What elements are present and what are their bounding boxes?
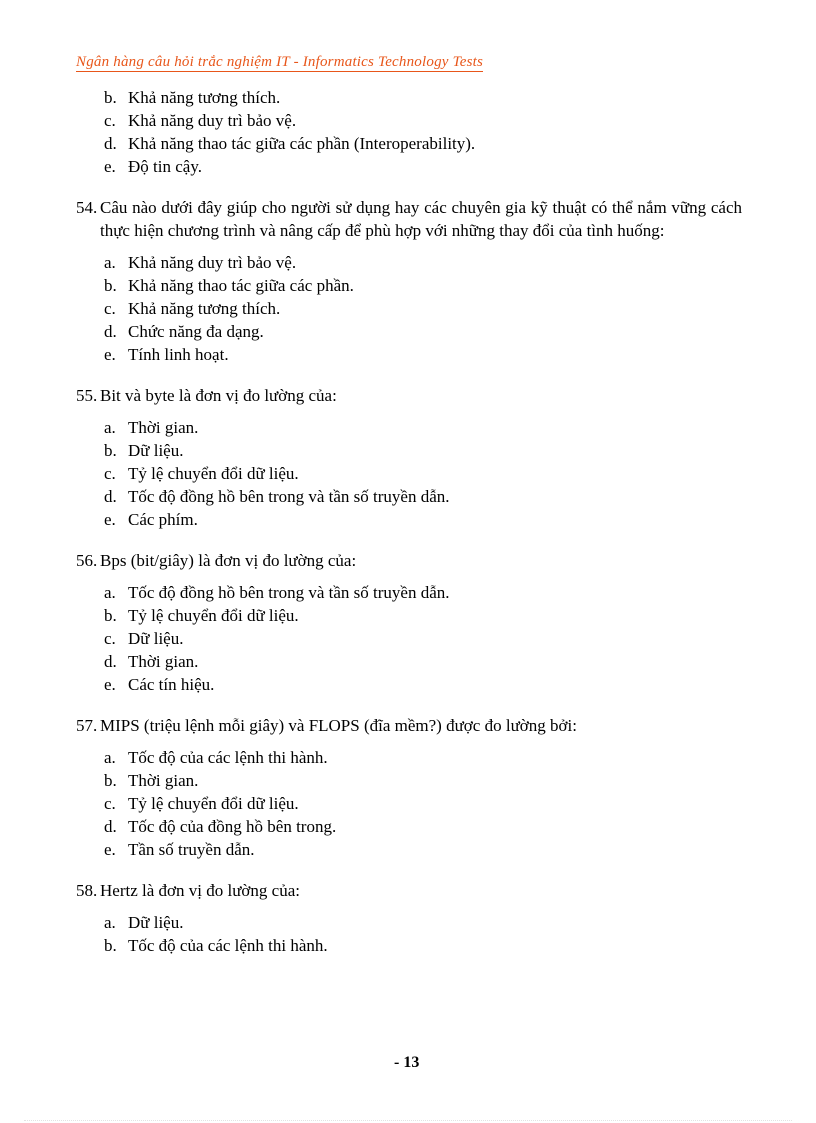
option-item [76, 508, 742, 531]
option-item [76, 911, 742, 934]
continued-options [76, 86, 742, 178]
option-item [76, 251, 742, 274]
option-letter: b. [104, 88, 117, 107]
option-text: Tốc độ của các lệnh thi hành. [128, 936, 328, 955]
footer-divider [24, 1120, 792, 1121]
option-item [76, 462, 742, 485]
question-text: Bps (bit/giây) là đơn vị đo lường của: [100, 551, 357, 570]
option-item [76, 604, 742, 627]
option-item [76, 439, 742, 462]
option-item [76, 155, 742, 178]
option-letter: b. [104, 936, 117, 955]
option-letter: e. [104, 675, 116, 694]
option-letter: a. [104, 748, 116, 767]
option-text: Thời gian. [128, 771, 199, 790]
question-number: 54. [76, 198, 98, 217]
option-item [76, 320, 742, 343]
question-text: Câu nào dưới đây giúp cho người sử dụng hay các chuyên gia kỹ thuật có thể nắm vững cách thực hiện chương trình và nâng cấp để phù hợp với những thay đổi của tình huống: [100, 198, 742, 240]
option-text: Các phím. [128, 510, 198, 529]
option-item [76, 815, 742, 838]
option-item [76, 627, 742, 650]
question-text: MIPS (triệu lệnh mỗi giây) và FLOPS (đĩa mềm?) được đo lường bởi: [100, 716, 577, 735]
question-57 [76, 714, 742, 737]
option-text: Dữ liệu. [128, 441, 184, 460]
page-header [76, 54, 736, 72]
option-item [76, 274, 742, 297]
page-number: - 13 [394, 1054, 420, 1071]
question-56 [76, 549, 742, 572]
question-number: 56. [76, 551, 98, 570]
option-item [76, 132, 742, 155]
option-letter: e. [104, 345, 116, 364]
option-letter: d. [104, 134, 117, 153]
question-54 [76, 196, 742, 242]
option-item [76, 792, 742, 815]
option-text: Khả năng thao tác giữa các phần. [128, 276, 354, 295]
option-item [76, 746, 742, 769]
question-number: 55. [76, 386, 98, 405]
option-item [76, 581, 742, 604]
option-letter: b. [104, 771, 117, 790]
option-letter: b. [104, 441, 117, 460]
option-text: Tốc độ của đồng hồ bên trong. [128, 817, 337, 836]
question-58 [76, 879, 742, 902]
page-content [76, 86, 742, 957]
option-letter: e. [104, 157, 116, 176]
option-text: Khả năng tương thích. [128, 88, 281, 107]
option-item [76, 838, 742, 861]
option-text: Tỷ lệ chuyển đổi dữ liệu. [128, 794, 299, 813]
option-letter: a. [104, 253, 116, 272]
option-letter: c. [104, 464, 116, 483]
option-text: Tần số truyền dẫn. [128, 840, 255, 859]
option-item [76, 343, 742, 366]
option-text: Khả năng duy trì bảo vệ. [128, 111, 297, 130]
question-55 [76, 384, 742, 407]
header-title: Ngân hàng câu hỏi trắc nghiệm IT - Informatics Technology Tests [76, 54, 484, 70]
option-item [76, 485, 742, 508]
option-item [76, 416, 742, 439]
option-text: Tốc độ đồng hồ bên trong và tần số truyền dẫn. [128, 487, 450, 506]
option-text: Thời gian. [128, 418, 199, 437]
question-number: 58. [76, 881, 98, 900]
question-text: Bit và byte là đơn vị đo lường của: [100, 386, 337, 405]
option-text: Tốc độ của các lệnh thi hành. [128, 748, 328, 767]
option-item [76, 769, 742, 792]
option-item [76, 934, 742, 957]
option-text: Khả năng thao tác giữa các phần (Interoperability). [128, 134, 476, 153]
option-letter: e. [104, 510, 116, 529]
option-letter: c. [104, 629, 116, 648]
option-letter: d. [104, 652, 117, 671]
option-item [76, 86, 742, 109]
option-letter: d. [104, 487, 117, 506]
option-text: Tỷ lệ chuyển đổi dữ liệu. [128, 606, 299, 625]
option-text: Thời gian. [128, 652, 199, 671]
option-text: Các tín hiệu. [128, 675, 215, 694]
option-item [76, 650, 742, 673]
option-letter: a. [104, 583, 116, 602]
option-letter: b. [104, 606, 117, 625]
option-letter: a. [104, 418, 116, 437]
option-text: Chức năng đa dạng. [128, 322, 264, 341]
option-item [76, 109, 742, 132]
option-text: Tỷ lệ chuyển đổi dữ liệu. [128, 464, 299, 483]
option-text: Tính linh hoạt. [128, 345, 229, 364]
option-text: Khả năng tương thích. [128, 299, 281, 318]
option-letter: c. [104, 299, 116, 318]
option-letter: a. [104, 913, 116, 932]
question-number: 57. [76, 716, 98, 735]
option-letter: c. [104, 794, 116, 813]
option-letter: c. [104, 111, 116, 130]
option-letter: b. [104, 276, 117, 295]
option-text: Dữ liệu. [128, 629, 184, 648]
option-text: Dữ liệu. [128, 913, 184, 932]
option-item [76, 673, 742, 696]
option-item [76, 297, 742, 320]
option-letter: d. [104, 322, 117, 341]
option-letter: d. [104, 817, 117, 836]
option-text: Tốc độ đồng hồ bên trong và tần số truyền dẫn. [128, 583, 450, 602]
option-text: Khả năng duy trì bảo vệ. [128, 253, 297, 272]
option-text: Độ tin cậy. [128, 157, 202, 176]
question-text: Hertz là đơn vị đo lường của: [100, 881, 300, 900]
option-letter: e. [104, 840, 116, 859]
